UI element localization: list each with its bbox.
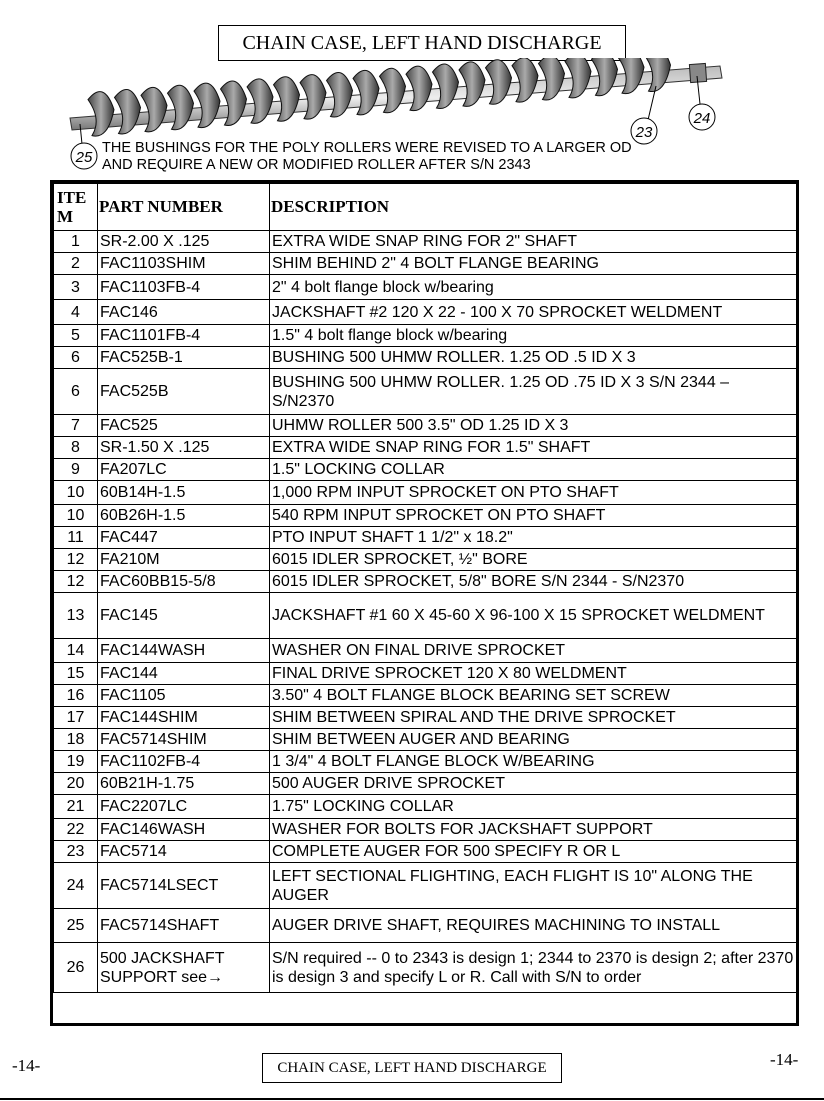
part-number-cell: FAC525B: [98, 369, 270, 415]
description-cell: WASHER FOR BOLTS FOR JACKSHAFT SUPPORT: [270, 819, 797, 841]
part-number-cell: FAC1105: [98, 685, 270, 707]
item-cell: 24: [54, 863, 98, 909]
table-row: [54, 773, 797, 795]
callout-23: [631, 86, 657, 144]
part-number-cell: FAC144WASH: [98, 639, 270, 663]
part-number-cell: 60B21H-1.75: [98, 773, 270, 795]
item-cell: 6: [54, 369, 98, 415]
auger-flight: [194, 83, 220, 127]
part-number-cell: FAC525: [98, 415, 270, 437]
table-row: [54, 819, 797, 841]
svg-text:25: 25: [75, 149, 93, 166]
item-cell: 12: [54, 571, 98, 593]
table-row: [54, 415, 797, 437]
column-header-description: DESCRIPTION: [270, 184, 797, 231]
part-number-cell: FAC144: [98, 663, 270, 685]
revision-note-line: THE BUSHINGS FOR THE POLY ROLLERS WERE REVISED TO A LARGER OD: [102, 140, 632, 156]
auger-flight: [274, 77, 300, 121]
item-cell: 3: [54, 275, 98, 300]
item-cell: 13: [54, 593, 98, 639]
item-cell: 8: [54, 437, 98, 459]
table-header-row: [54, 184, 797, 231]
item-cell: 23: [54, 841, 98, 863]
part-number-cell: FAC525B-1: [98, 347, 270, 369]
item-cell: 20: [54, 773, 98, 795]
description-cell: SHIM BETWEEN SPIRAL AND THE DRIVE SPROCKET: [270, 707, 797, 729]
part-number-cell: FAC146: [98, 300, 270, 325]
table-row: [54, 751, 797, 773]
part-number-cell: FAC1103FB-4: [98, 275, 270, 300]
part-number-cell: FAC447: [98, 527, 270, 549]
description-cell: JACKSHAFT #2 120 X 22 - 100 X 70 SPROCKET WELDMENT: [270, 300, 797, 325]
table-row: [54, 685, 797, 707]
table-row: [54, 347, 797, 369]
description-cell: SHIM BEHIND 2" 4 BOLT FLANGE BEARING: [270, 253, 797, 275]
description-cell: AUGER DRIVE SHAFT, REQUIRES MACHINING TO INSTALL: [270, 909, 797, 943]
auger-flight: [539, 58, 565, 100]
table-row: [54, 707, 797, 729]
part-number-cell: 500 JACKSHAFT SUPPORT see→: [98, 943, 270, 993]
description-cell: FINAL DRIVE SPROCKET 120 X 80 WELDMENT: [270, 663, 797, 685]
table-row: [54, 231, 797, 253]
part-number-cell: 60B26H-1.5: [98, 505, 270, 527]
item-cell: 18: [54, 729, 98, 751]
svg-text:23: 23: [635, 124, 653, 141]
svg-text:24: 24: [693, 110, 711, 127]
part-number-cell: FAC2207LC: [98, 795, 270, 819]
page-number-left: -14-: [12, 1056, 41, 1075]
auger-flight: [141, 87, 167, 131]
description-cell: LEFT SECTIONAL FLIGHTING, EACH FLIGHT IS 10" ALONG THE AUGER: [270, 863, 797, 909]
item-cell: 7: [54, 415, 98, 437]
parts-table-frame: [50, 180, 799, 1026]
description-cell: S/N required -- 0 to 2343 is design 1; 2344 to 2370 is design 2; after 2370 is design 3 and specify L or R. Call with S/N to order: [270, 943, 797, 993]
table-row: [54, 253, 797, 275]
part-number-cell: FAC5714SHAFT: [98, 909, 270, 943]
description-cell: 1.5" LOCKING COLLAR: [270, 459, 797, 481]
parts-table: [53, 183, 797, 993]
page-number-right: -14-: [770, 1050, 799, 1069]
item-cell: 25: [54, 909, 98, 943]
part-number-cell: FAC5714: [98, 841, 270, 863]
item-cell: 10: [54, 505, 98, 527]
callout-24: [689, 76, 715, 130]
table-row: [54, 863, 797, 909]
part-number-cell: FAC146WASH: [98, 819, 270, 841]
table-row: [54, 549, 797, 571]
item-cell: 2: [54, 253, 98, 275]
item-cell: 5: [54, 325, 98, 347]
table-row: [54, 325, 797, 347]
table-row: [54, 909, 797, 943]
item-cell: 12: [54, 549, 98, 571]
part-number-cell: FAC5714SHIM: [98, 729, 270, 751]
part-number-cell: FAC1101FB-4: [98, 325, 270, 347]
auger-flight: [380, 68, 406, 112]
table-row: [54, 943, 797, 993]
description-cell: EXTRA WIDE SNAP RING FOR 1.5" SHAFT: [270, 437, 797, 459]
table-row: [54, 639, 797, 663]
description-cell: 6015 IDLER SPROCKET, ½" BORE: [270, 549, 797, 571]
description-cell: BUSHING 500 UHMW ROLLER. 1.25 OD .5 ID X 3: [270, 347, 797, 369]
table-row: [54, 300, 797, 325]
description-cell: 1.5" 4 bolt flange block w/bearing: [270, 325, 797, 347]
auger-flight: [353, 70, 379, 114]
auger-flight: [88, 92, 114, 136]
auger-flight: [221, 81, 247, 125]
revision-note: [102, 140, 632, 174]
auger-flight: [486, 60, 512, 104]
description-cell: 3.50" 4 BOLT FLANGE BLOCK BEARING SET SCREW: [270, 685, 797, 707]
column-header-part-number: PART NUMBER: [98, 184, 270, 231]
part-number-cell: FAC5714LSECT: [98, 863, 270, 909]
item-cell: 9: [54, 459, 98, 481]
description-cell: JACKSHAFT #1 60 X 45-60 X 96-100 X 15 SPROCKET WELDMENT: [270, 593, 797, 639]
item-cell: 21: [54, 795, 98, 819]
table-row: [54, 593, 797, 639]
part-number-cell: FA210M: [98, 549, 270, 571]
table-row: [54, 729, 797, 751]
table-row: [54, 663, 797, 685]
description-cell: 1,000 RPM INPUT SPROCKET ON PTO SHAFT: [270, 481, 797, 505]
table-row: [54, 275, 797, 300]
item-cell: 26: [54, 943, 98, 993]
item-cell: 15: [54, 663, 98, 685]
description-cell: 1.75" LOCKING COLLAR: [270, 795, 797, 819]
item-cell: 1: [54, 231, 98, 253]
item-cell: 10: [54, 481, 98, 505]
item-cell: 22: [54, 819, 98, 841]
part-number-cell: FA207LC: [98, 459, 270, 481]
auger-flight: [115, 89, 141, 133]
revision-note-line: AND REQUIRE A NEW OR MODIFIED ROLLER AFTER S/N 2343: [102, 157, 531, 173]
description-cell: WASHER ON FINAL DRIVE SPROCKET: [270, 639, 797, 663]
item-cell: 19: [54, 751, 98, 773]
auger-flight: [406, 66, 432, 110]
item-cell: 4: [54, 300, 98, 325]
description-cell: 500 AUGER DRIVE SPROCKET: [270, 773, 797, 795]
auger-flight: [433, 64, 459, 108]
auger-flight: [247, 79, 273, 123]
auger-flight: [327, 73, 353, 117]
part-number-cell: FAC144SHIM: [98, 707, 270, 729]
table-row: [54, 571, 797, 593]
table-row: [54, 505, 797, 527]
auger-flight: [512, 58, 538, 102]
item-cell: 11: [54, 527, 98, 549]
table-row: [54, 459, 797, 481]
description-cell: BUSHING 500 UHMW ROLLER. 1.25 OD .75 ID X 3 S/N 2344 – S/N2370: [270, 369, 797, 415]
description-cell: UHMW ROLLER 500 3.5" OD 1.25 ID X 3: [270, 415, 797, 437]
callout-25: [71, 124, 97, 169]
auger-flight: [459, 62, 485, 106]
footer-title: CHAIN CASE, LEFT HAND DISCHARGE: [262, 1053, 562, 1083]
item-cell: 17: [54, 707, 98, 729]
description-cell: EXTRA WIDE SNAP RING FOR 2" SHAFT: [270, 231, 797, 253]
table-row: [54, 369, 797, 415]
description-cell: 540 RPM INPUT SPROCKET ON PTO SHAFT: [270, 505, 797, 527]
table-row: [54, 437, 797, 459]
part-number-cell: FAC145: [98, 593, 270, 639]
part-number-cell: FAC1103SHIM: [98, 253, 270, 275]
description-cell: 1 3/4" 4 BOLT FLANGE BLOCK W/BEARING: [270, 751, 797, 773]
item-cell: 14: [54, 639, 98, 663]
description-cell: 2" 4 bolt flange block w/bearing: [270, 275, 797, 300]
part-number-cell: SR-2.00 X .125: [98, 231, 270, 253]
table-row: [54, 841, 797, 863]
part-number-cell: FAC1102FB-4: [98, 751, 270, 773]
description-cell: 6015 IDLER SPROCKET, 5/8" BORE S/N 2344 - S/N2370: [270, 571, 797, 593]
auger-flight: [300, 75, 326, 119]
bottom-rule: [0, 1098, 824, 1100]
table-row: [54, 481, 797, 505]
table-row: [54, 527, 797, 549]
part-number-cell: FAC60BB15-5/8: [98, 571, 270, 593]
item-cell: 16: [54, 685, 98, 707]
table-row: [54, 795, 797, 819]
auger-flight: [168, 85, 194, 129]
part-number-cell: 60B14H-1.5: [98, 481, 270, 505]
page-title: CHAIN CASE, LEFT HAND DISCHARGE: [218, 25, 626, 61]
part-number-cell: SR-1.50 X .125: [98, 437, 270, 459]
description-cell: COMPLETE AUGER FOR 500 SPECIFY R OR L: [270, 841, 797, 863]
column-header-item: ITEM: [54, 184, 98, 231]
item-cell: 6: [54, 347, 98, 369]
description-cell: SHIM BETWEEN AUGER AND BEARING: [270, 729, 797, 751]
description-cell: PTO INPUT SHAFT 1 1/2" x 18.2": [270, 527, 797, 549]
